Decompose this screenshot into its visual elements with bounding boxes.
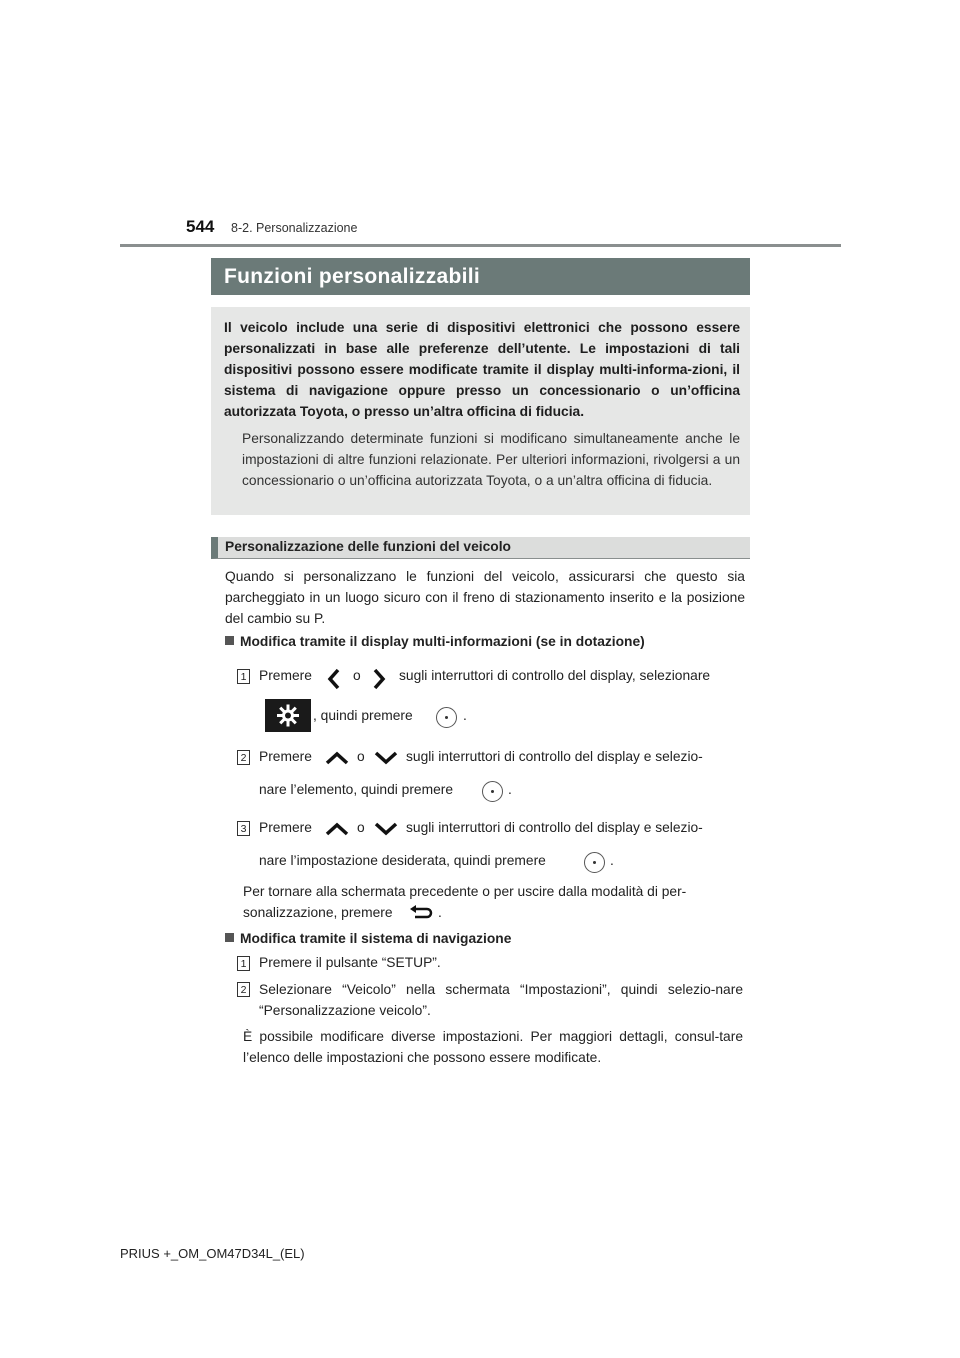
step-text: . [508, 782, 512, 797]
step-number: 3 [237, 821, 250, 836]
step-text: Premere [259, 820, 312, 835]
bullet-square-icon [225, 933, 234, 942]
subsection-title: Personalizzazione delle funzioni del veicolo [225, 539, 511, 554]
section-reference: 8-2. Personalizzazione [231, 221, 358, 235]
back-note-text: Per tornare alla schermata precedente o per uscire dalla modalità di per- [243, 884, 687, 899]
step-text: o [357, 749, 365, 764]
heading-text: Modifica tramite il display multi-informazioni (se in dotazione) [240, 634, 645, 649]
step-text: sugli interruttori di controllo del display e selezio- [406, 820, 703, 835]
chevron-up-icon [325, 822, 349, 836]
chevron-left-icon [327, 668, 341, 690]
step-text: Premere [259, 749, 312, 764]
enter-dial-icon [436, 707, 457, 728]
step-text: Premere [259, 668, 312, 683]
header-divider [120, 244, 841, 247]
step-text: nare l’impostazione desiderata, quindi premere [259, 853, 546, 868]
step-text: Selezionare “Veicolo” nella schermata “Impostazioni”, quindi selezio-nare “Personalizzazione veicolo”. [259, 982, 743, 1018]
step-text: o [353, 668, 361, 683]
subsection-intro: Quando si personalizzano le funzioni del veicolo, assicurarsi che questo sia parcheggiato in un luogo sicuro con il freno di stazionamento inserito e la posizione del cambio su P. [225, 569, 745, 626]
chevron-down-icon [374, 822, 398, 836]
step-number: 2 [237, 750, 250, 765]
document-code: PRIUS +_OM_OM47D34L_(EL) [120, 1246, 305, 1261]
intro-box [211, 307, 750, 515]
enter-dial-icon [584, 852, 605, 873]
heading-navigation-system [225, 931, 511, 946]
step-number: 1 [237, 956, 250, 971]
intro-note-text: Personalizzando determinate funzioni si modificano simultaneamente anche le impostazioni di altre funzioni relazionate. Per ulteriori informazioni, rivolgersi a un concessionario o un’officina autorizzata Toyota, o a un’altra officina di fiducia. [242, 431, 740, 488]
step-text: sugli interruttori di controllo del display, selezionare [399, 668, 711, 683]
step-text: . [610, 853, 614, 868]
enter-dial-icon [482, 781, 503, 802]
back-arrow-icon [409, 905, 433, 921]
page-title: Funzioni personalizzabili [211, 258, 750, 295]
step-text: , quindi premere [313, 708, 413, 723]
page-number: 544 [186, 217, 215, 236]
step-text: Premere il pulsante “SETUP”. [259, 955, 441, 970]
step-text: sugli interruttori di controllo del display e selezio- [406, 749, 703, 764]
chevron-up-icon [325, 751, 349, 765]
bullet-square-icon [225, 636, 234, 645]
step-number: 2 [237, 982, 250, 997]
intro-bold-text: Il veicolo include una serie di dispositivi elettronici che possono essere personalizzati in base alle preferenze dell’utente. Le impostazioni di tali dispositivi possono essere modificate tramite il display multi-informa-zioni, il sistema di navigazione oppure presso un concessionario o un’officina autorizzata Toyota, o presso un’altra officina di fiducia. [224, 320, 740, 419]
nav-note-text: È possibile modificare diverse impostazioni. Per maggiori dettagli, consul-tare l’elenco delle impostazioni che possono essere modificate. [243, 1029, 743, 1065]
back-note-text: . [438, 905, 442, 920]
heading-text: Modifica tramite il sistema di navigazione [240, 931, 512, 946]
step-text: o [357, 820, 365, 835]
chevron-down-icon [374, 751, 398, 765]
heading-multi-info-display [225, 634, 645, 649]
step-number: 1 [237, 669, 250, 684]
chevron-right-icon [372, 668, 386, 690]
step-text: . [463, 708, 467, 723]
settings-gear-icon [265, 699, 311, 732]
step-text: nare l’elemento, quindi premere [259, 782, 454, 797]
subsection-header [211, 537, 750, 559]
back-note-text: sonalizzazione, premere [243, 905, 393, 920]
